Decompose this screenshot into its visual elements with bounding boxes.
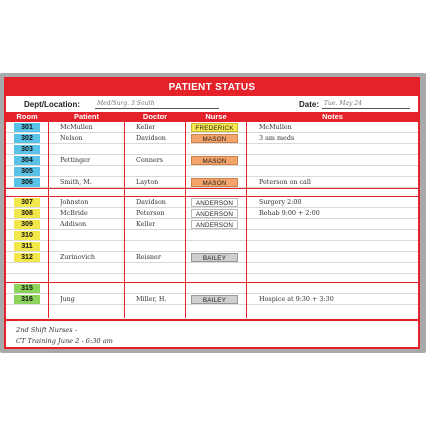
nurse-magnet-tag[interactable]: ANDERSON	[191, 209, 238, 218]
notes-cell[interactable]: Hospice at 9:30 + 3:30	[259, 295, 334, 303]
doctor-name-cell[interactable]: Davidson	[136, 198, 166, 206]
column-header-doctor: Doctor	[142, 112, 168, 121]
section-divider	[6, 274, 418, 283]
table-row	[6, 241, 418, 252]
room-number-badge: 315	[14, 284, 40, 293]
table-row	[6, 155, 418, 166]
dept-location-label: Dept/Location:	[24, 100, 80, 109]
footer-note-line-1: 2nd Shift Nurses -	[16, 326, 77, 334]
patient-name-cell[interactable]: Johnston	[60, 198, 89, 206]
table-row	[6, 197, 418, 208]
notes-cell[interactable]: Peterson on call	[259, 178, 311, 186]
column-header-nurse: Nurse	[205, 112, 227, 121]
patient-name-cell[interactable]: Zurinovich	[60, 253, 95, 261]
nurse-magnet-tag[interactable]: MASON	[191, 134, 238, 143]
table-row	[6, 219, 418, 230]
table-row	[6, 294, 418, 305]
doctor-name-cell[interactable]: Reisner	[136, 253, 161, 261]
patient-name-cell[interactable]: Jung	[60, 295, 75, 303]
table-row	[6, 177, 418, 188]
room-number-badge: 310	[14, 231, 40, 240]
notes-footer	[6, 319, 418, 349]
column-header-patient: Patient	[73, 112, 99, 121]
nurse-magnet-tag[interactable]: BAILEY	[191, 295, 238, 304]
patient-name-cell[interactable]: McBride	[60, 209, 88, 217]
room-number-badge: 303	[14, 145, 40, 154]
room-number-badge: 312	[14, 253, 40, 262]
doctor-name-cell[interactable]: Miller, H.	[136, 295, 167, 303]
date-label: Date:	[299, 100, 320, 109]
table-row	[6, 166, 418, 177]
table-row	[6, 252, 418, 263]
room-number-badge: 316	[14, 295, 40, 304]
notes-cell[interactable]: Surgery 2:00	[259, 198, 302, 206]
table-row	[6, 263, 418, 274]
table-row	[6, 208, 418, 219]
table-row	[6, 133, 418, 144]
room-number-badge: 309	[14, 220, 40, 229]
room-number-badge: 306	[14, 178, 40, 187]
table-row	[6, 122, 418, 133]
column-header-room: Room	[16, 112, 38, 121]
dept-location-field[interactable]: Med/Surg. 3 South	[95, 99, 219, 109]
date-field[interactable]: Tue. May 24	[322, 99, 410, 109]
column-divider	[48, 112, 49, 318]
nurse-magnet-tag[interactable]: ANDERSON	[191, 220, 238, 229]
column-divider	[124, 112, 125, 318]
patient-name-cell[interactable]: Smith, M.	[60, 178, 92, 186]
doctor-name-cell[interactable]: Davidson	[136, 134, 166, 142]
column-header-row	[6, 112, 418, 122]
column-divider	[246, 112, 247, 318]
room-number-badge: 307	[14, 198, 40, 207]
footer-note-line-2: CT Training June 2 - 6:30 am	[16, 337, 113, 345]
doctor-name-cell[interactable]: Conners	[136, 156, 164, 164]
patient-name-cell[interactable]: Addison	[60, 220, 87, 228]
room-number-badge: 304	[14, 156, 40, 165]
room-number-badge: 308	[14, 209, 40, 218]
section-divider	[6, 188, 418, 197]
table-row	[6, 230, 418, 241]
whiteboard-frame	[0, 73, 426, 353]
notes-cell[interactable]: McMullen	[259, 123, 292, 131]
doctor-name-cell[interactable]: Layton	[136, 178, 159, 186]
table-row	[6, 283, 418, 294]
notes-cell[interactable]: 3 am meds	[259, 134, 295, 142]
header-info-row	[6, 96, 418, 112]
room-number-badge: 302	[14, 134, 40, 143]
room-number-badge: 301	[14, 123, 40, 132]
board-title: PATIENT STATUS	[6, 79, 418, 96]
column-divider	[185, 112, 186, 318]
nurse-magnet-tag[interactable]: ANDERSON	[191, 198, 238, 207]
room-number-badge: 305	[14, 167, 40, 176]
room-number-badge: 311	[14, 242, 40, 251]
patient-table	[6, 122, 418, 305]
patient-name-cell[interactable]: Pettinger	[60, 156, 91, 164]
nurse-magnet-tag[interactable]: MASON	[191, 156, 238, 165]
patient-name-cell[interactable]: McMullen	[60, 123, 93, 131]
doctor-name-cell[interactable]: Keller	[136, 220, 156, 228]
doctor-name-cell[interactable]: Peterson	[136, 209, 165, 217]
notes-cell[interactable]: Rehab 9:00 + 2:00	[259, 209, 320, 217]
patient-status-board	[4, 77, 420, 349]
table-row	[6, 144, 418, 155]
patient-name-cell[interactable]: Nelson	[60, 134, 83, 142]
column-header-notes: Notes	[322, 112, 343, 121]
nurse-magnet-tag[interactable]: MASON	[191, 178, 238, 187]
nurse-magnet-tag[interactable]: BAILEY	[191, 253, 238, 262]
nurse-magnet-tag[interactable]: FREDERICK	[191, 123, 238, 132]
doctor-name-cell[interactable]: Keller	[136, 123, 156, 131]
